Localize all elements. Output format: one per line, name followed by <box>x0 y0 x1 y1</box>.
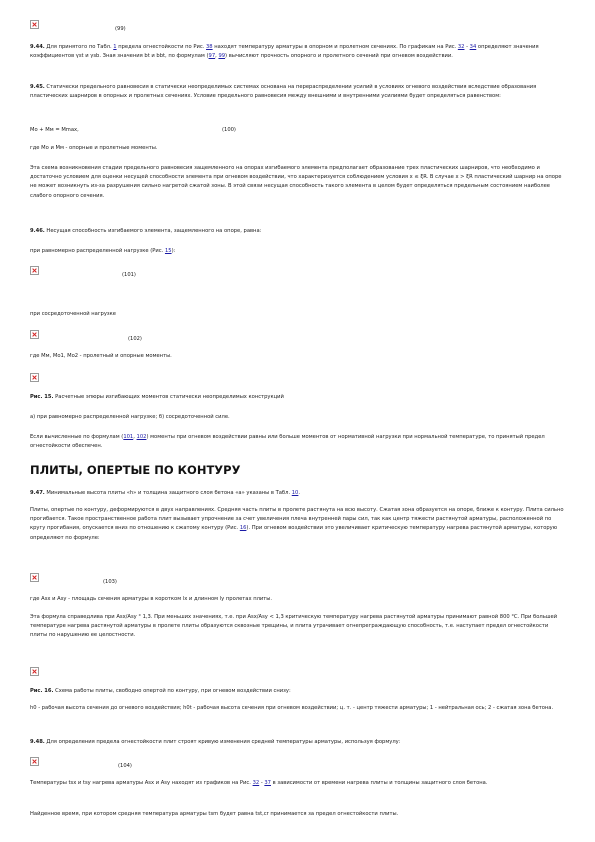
broken-image-icon <box>30 667 39 676</box>
section-heading: ПЛИТЫ, ОПЕРТЫЕ ПО КОНТУРУ <box>30 463 241 477</box>
paragraph-scheme: Эта схема возникновения стадии предельного равновесия защемленного на опорах изгибаемого элемента предполагает образование трех пластических шарниров, что необходимо и достаточно условием для оценки несущей способности элемента при огневом воздействии, что характеризуется соблюдением условия x ≤ ξR. В случае x > ξR пластический шарнир на опоре не может возникнуть из-за разрушения сильно нагретой сжатой зоны. В этой связи несущая способность такого элемента в целом будет определяться предельным состоянием наиболее слабого опорного сечения. <box>30 165 562 199</box>
figure-legend: а) при равномерно распределенной нагрузке; б) сосредоточенной силе. <box>30 414 230 420</box>
paragraph-uniform-load: при равномерно распределенной нагрузке (Рис. 15): <box>30 248 176 254</box>
paragraph-9-46: 9.46. Несущая способность изгибаемого элемента, защемленного на опоре, равна: <box>30 228 262 234</box>
paragraph-9-44: 9.44. Для принятого по Табл. 1 предела огнестойкости по Рис. 38 находят температуру арматуры в опорном и пролетном сечениях. По графикам на Рис. 32 - 34 определяют значения коэффициентов γst и γsb. Зная значения bt и bbt, по формулам (97, 99) вычисляют прочность опорного и пролетного сечений при огневом воздействии. <box>30 44 539 60</box>
equation-text: Mo + Mм = Mmax, <box>30 127 79 133</box>
broken-image-icon <box>30 20 39 29</box>
paragraph-9-45: 9.45. Статически предельного равновесия в статически неопределимых системах основана на перераспределении усилий в условиях огневого воздействия вследствие образования пластических шарниров в опорных и пролетных сечениях. Условие предельного равновесия между внешними и внутренними усилиями будет определяться равенством: <box>30 84 537 100</box>
clause-number: 9.46. <box>30 228 45 234</box>
table-link[interactable]: 10 <box>291 490 299 496</box>
figure-caption: Рис. 16. Схема работы плиты, свободно опертой по контуру, при огневом воздействии снизу: <box>30 688 291 694</box>
paragraph-where: где Mм, Mo1, Mo2 - пролетный и опорные моменты. <box>30 353 172 359</box>
formula-link[interactable]: 101 <box>123 434 134 440</box>
formula-link[interactable]: 97 <box>208 53 216 60</box>
paragraph-where: где Asx и Asy - площадь сечения арматуры в коротком lx и длинном ly пролетах плиты. <box>30 596 273 602</box>
equation-number: (100) <box>222 127 236 133</box>
formula-link[interactable]: 102 <box>136 434 147 440</box>
table-link[interactable]: 1 <box>113 44 117 50</box>
paragraph-where: где Mo и Mм - опорные и пролетные моменты. <box>30 145 158 151</box>
equation-number: (101) <box>122 272 136 278</box>
figure-link[interactable]: 34 <box>469 44 477 50</box>
equation-number: (104) <box>118 763 132 769</box>
clause-number: 9.45. <box>30 84 45 90</box>
figure-legend: h0 - рабочая высота сечения до огневого воздействия; h0t - рабочая высота сечения при огневом воздействии; ц. т. - центр тяжести арматуры; 1 - нейтральная ось; 2 - сжатая зона бетона. <box>30 705 554 711</box>
figure-link[interactable]: 15 <box>164 248 172 254</box>
broken-image-icon <box>30 373 39 382</box>
equation-number: (102) <box>128 336 142 342</box>
paragraph-moments: Если вычисленные по формулам (101, 102) моменты при огневом воздействии равны или больше моментов от нормативной нагрузки при нормальной температуре, то принятый предел огнестойкости обеспечен. <box>30 434 545 450</box>
clause-number: 9.48. <box>30 739 45 745</box>
figure-number: Рис. 15. <box>30 394 54 400</box>
broken-image-icon <box>30 266 39 275</box>
figure-link[interactable]: 37 <box>264 780 271 786</box>
figure-number: Рис. 16. <box>30 688 54 694</box>
paragraph-plates: Плиты, опертые по контуру, деформируются в двух направлениях. Средняя часть плиты в пролете растянута на всю высоту. Сжатая зона образуется на опоре, ближе к контуру. Плита сильно прогибается. Такое пространственное работа плит вызывает упрочнение за счет увеличения плеча внутренней пары сил, так как центр тяжести растянутой арматуры, расположенной по кругу прогибания, опускается вниз по отношению к сжатому контуру (Рис. 16). При огневом воздействии это увеличивает критическую температуру нагрева растянутой арматуры, которую определяют по формуле: <box>30 507 564 541</box>
clause-number: 9.44. <box>30 44 45 50</box>
equation-number: (99) <box>115 26 126 32</box>
figure-caption: Рис. 15. Расчетные эпюры изгибающих моментов статически неопределимых конструкций <box>30 394 284 400</box>
clause-number: 9.47. <box>30 490 45 496</box>
figure-link[interactable]: 32 <box>457 44 465 50</box>
equation-number: (103) <box>103 579 117 585</box>
paragraph-concentrated-load: при сосредоточенной нагрузке <box>30 311 116 317</box>
paragraph-fire-resistance: Найденное время, при котором средняя температура арматуры tsm будет равна tst,cr принимается за предел огнестойкости плиты. <box>30 811 399 817</box>
figure-link[interactable]: 32 <box>252 780 260 786</box>
broken-image-icon <box>30 573 39 582</box>
paragraph-formula-validity: Эта формула справедлива при Asx/Asy ° 1,3. При меньших значениях, т.е. при Asx/Asy < 1,3 критическую температуру нагрева растянутой арматуры принимают равной 800 °С. При большей температуре нагрева растянутой арматуры в пролете плиты образуются сквозные трещины, и плита утрачивает огнепреграждающую способность, т.е. наступает предел огнестойкости плиты по нарушению ее целостности. <box>30 614 558 639</box>
formula-link[interactable]: 99 <box>218 53 226 60</box>
paragraph-9-48: 9.48. Для определения предела огнестойкости плит строят кривую изменения средней температуры арматуры, используя формулу: <box>30 739 401 745</box>
figure-link[interactable]: 16 <box>239 525 247 532</box>
broken-image-icon <box>30 330 39 339</box>
broken-image-icon <box>30 757 39 766</box>
paragraph-temperatures: Температуры tsx и tsy нагрева арматуры Asx и Asy находят из графиков на Рис. 32 - 37 в зависимости от времени нагрева плиты и толщины защитного слоя бетона. <box>30 780 488 786</box>
paragraph-9-47: 9.47. Минимальные высота плиты «h» и толщина защитного слоя бетона «a» указаны в Табл. 10. <box>30 490 301 496</box>
figure-link[interactable]: 38 <box>206 44 213 50</box>
